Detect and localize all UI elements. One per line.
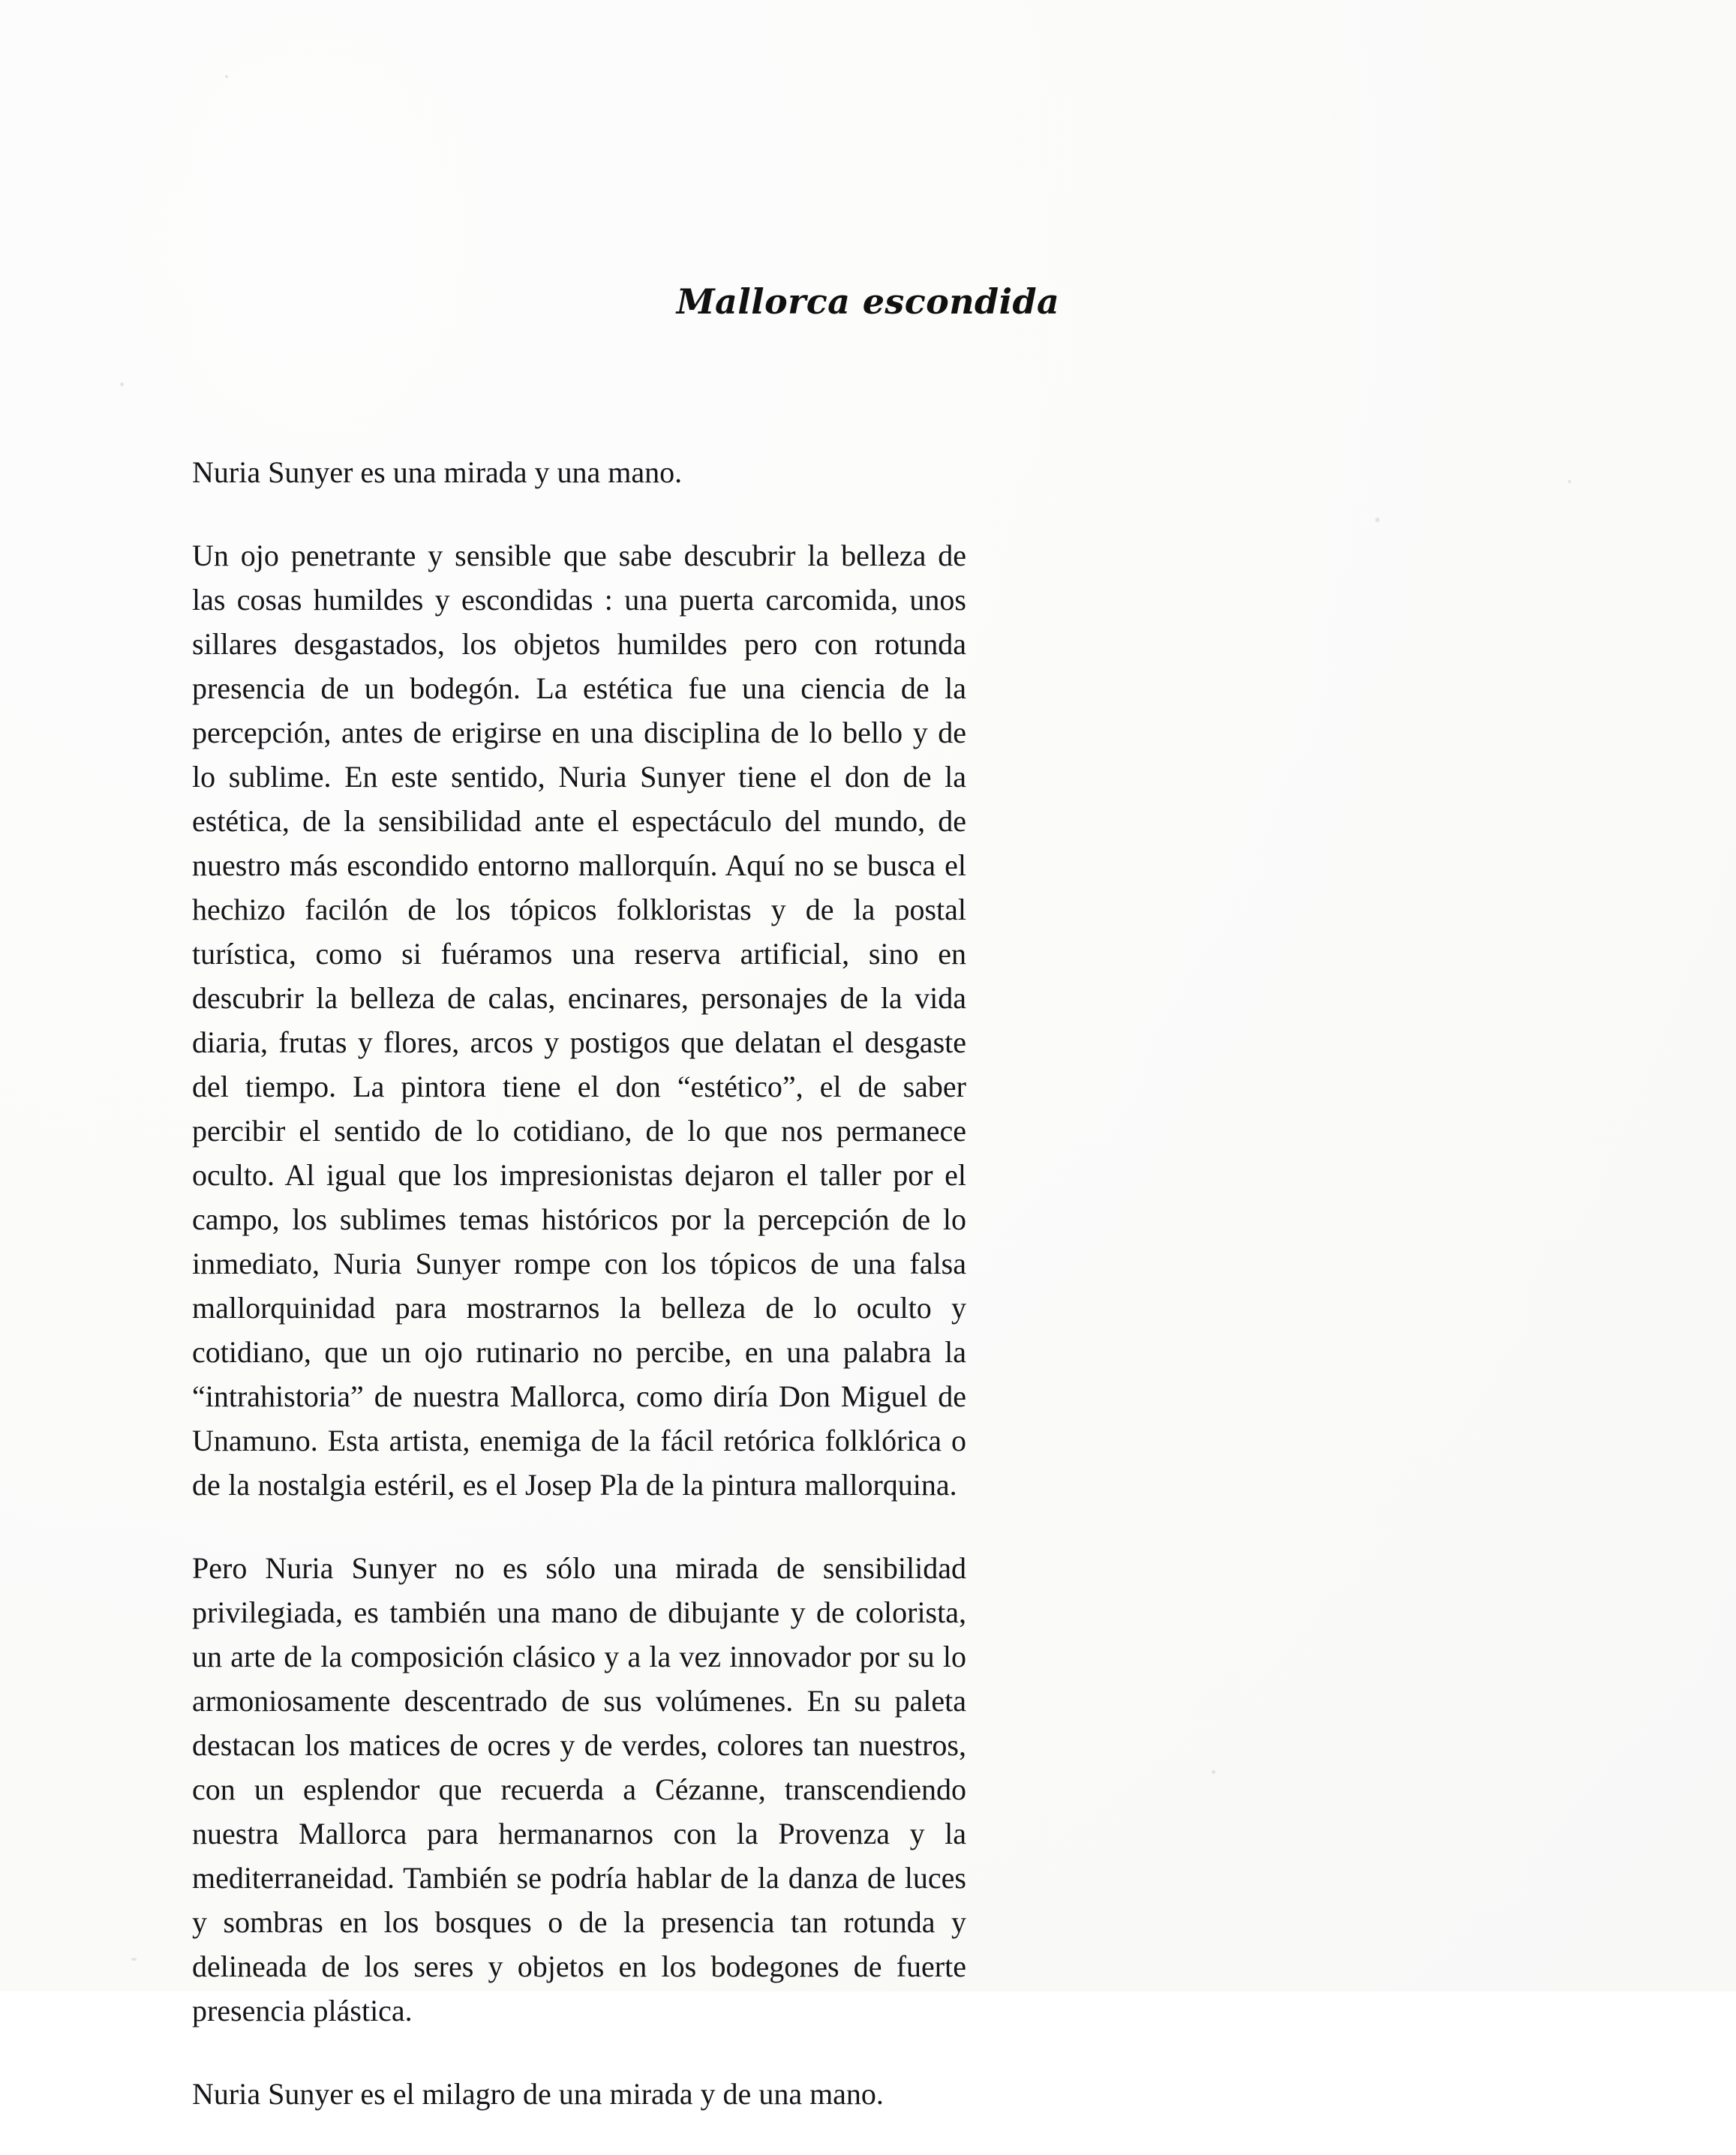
scan-speck	[1212, 1770, 1215, 1774]
scan-speck	[225, 75, 228, 78]
document-body	[192, 450, 966, 2155]
closing-line: Nuria Sunyer es el milagro de una mirada y de una mano.	[192, 2077, 884, 2111]
paragraph-2: Pero Nuria Sunyer no es sólo una mirada de sensibilidad privilegiada, es también una mano de dibujante y de colorista, un arte de la composición clásico y a la vez innovador por su lo armoniosamente descentrado de sus volúmenes. En su paleta destacan los matices de ocres y de verdes, colores tan nuestros, con un esplendor que recuerda a Cézanne, transcendiendo nuestra Mallorca para hermanarnos con la Provenza y la mediterraneidad. También se podría hablar de la danza de luces y sombras en los bosques o de la presencia tan rotunda y delineada de los seres y objetos en los bodegones de fuerte presencia plástica.	[192, 1551, 966, 2027]
scan-speck	[131, 1958, 137, 1961]
scan-speck	[1375, 518, 1380, 522]
scan-speck	[1568, 480, 1571, 483]
opening-line: Nuria Sunyer es una mirada y una mano.	[192, 455, 683, 489]
page-title: Mallorca escondida	[676, 281, 1060, 322]
scan-speck	[120, 383, 124, 386]
paragraph-1: Un ojo penetrante y sensible que sabe descubrir la belleza de las cosas humildes y escondidas : una puerta carcomida, unos sillares desgastados, los objetos humildes pero con rotunda presencia de un bodegón. La estética fue una ciencia de la percepción, antes de erigirse en una disciplina de lo bello y de lo sublime. En este sentido, Nuria Sunyer tiene el don de la estética, de la sensibilidad ante el espectáculo del mundo, de nuestro más escondido entorno mallorquín. Aquí no se busca el hechizo facilón de los tópicos folkloristas y de la postal turística, como si fuéramos una reserva artificial, sino en descubrir la belleza de calas, encinares, personajes de la vida diaria, frutas y flores, arcos y postigos que delatan el desgaste del tiempo. La pintora tiene el don “estético”, el de saber percibir el sentido de lo cotidiano, de lo que nos permanece oculto. Al igual que los impresionistas dejaron el taller por el campo, los sublimes temas históricos por la percepción de lo inmediato, Nuria Sunyer rompe con los tópicos de una falsa mallorquinidad para mostrarnos la belleza de lo oculto y cotidiano, que un ojo rutinario no percibe, en una palabra la “intrahistoria” de nuestra Mallorca, como diría Don Miguel de Unamuno. Esta artista, enemiga de la fácil retórica folklórica o de la nostalgia estéril, es el Josep Pla de la pintura mallorquina.	[192, 539, 966, 1502]
